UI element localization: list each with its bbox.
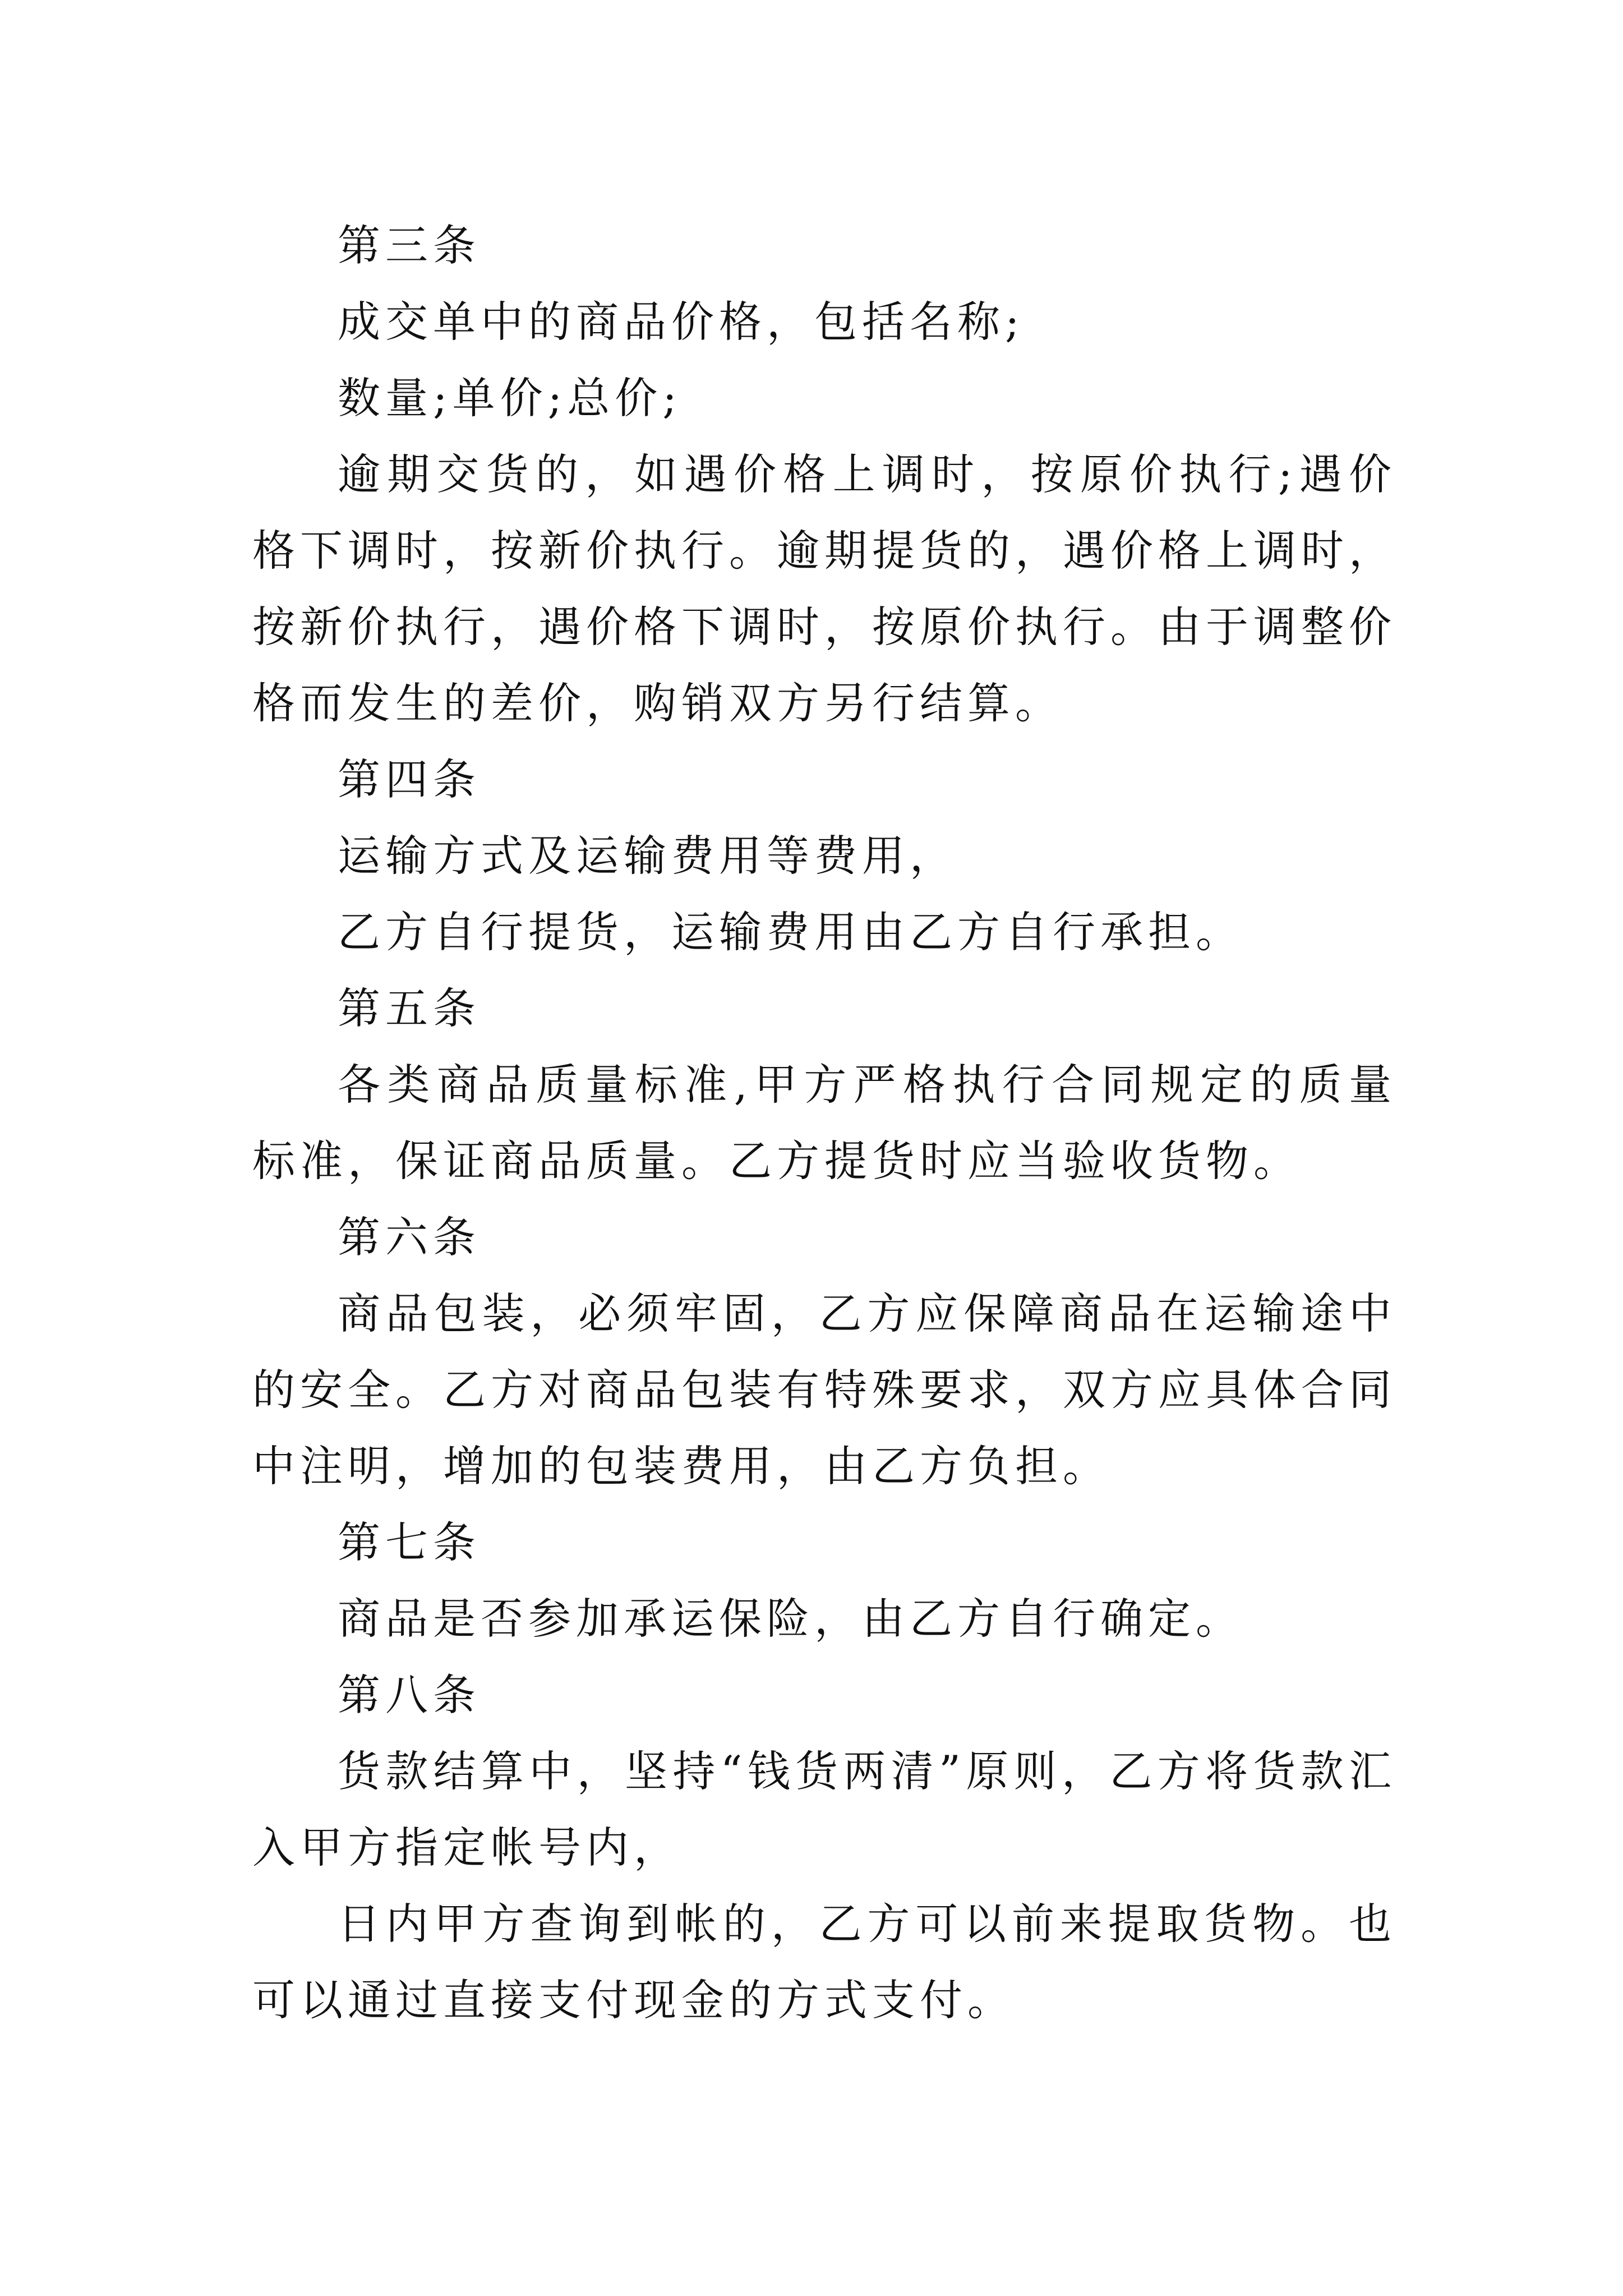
article-3-heading: 第三条 [338,220,481,270]
document-page [252,208,1396,2039]
article-8-heading: 第八条 [338,1670,481,1720]
article-4-transport-cost: 乙方自行提货，运输费用由乙方自行承担。 [338,907,1243,957]
article-3-quantity-line: 数量;单价;总价; [338,373,682,423]
article-4-transport-method: 运输方式及运输费用等费用， [338,831,957,881]
article-7-insurance: 商品是否参加承运保险，由乙方自行确定。 [338,1594,1243,1644]
article-3-price-items: 成交单中的商品价格，包括名称; [338,297,1025,347]
article-5-quality-standard: 各类商品质量标准,甲方严格执行合同规定的质量标准，保证商品质量。乙方提货时应当验收货物。 [252,1060,1396,1186]
article-6-packaging: 商品包装，必须牢固，乙方应保障商品在运输途中的安全。乙方对商品包装有特殊要求，双方应具体合同中注明，增加的包装费用，由乙方负担。 [252,1289,1396,1491]
article-8-settlement: 货款结算中，坚持“钱货两清”原则，乙方将货款汇入甲方指定帐号内， [252,1746,1396,1872]
article-4-heading: 第四条 [338,754,481,804]
article-5-heading: 第五条 [338,983,481,1033]
article-6-heading: 第六条 [338,1212,481,1262]
article-8-pickup-payment: 日内甲方查询到帐的，乙方可以前来提取货物。也可以通过直接支付现金的方式支付。 [252,1899,1396,2025]
article-7-heading: 第七条 [338,1517,481,1567]
article-3-overdue-pricing: 逾期交货的，如遇价格上调时，按原价执行;遇价格下调时，按新价执行。逾期提货的，遇价格上调时，按新价执行，遇价格下调时，按原价执行。由于调整价格而发生的差价，购销双方另行结算。 [252,449,1396,728]
